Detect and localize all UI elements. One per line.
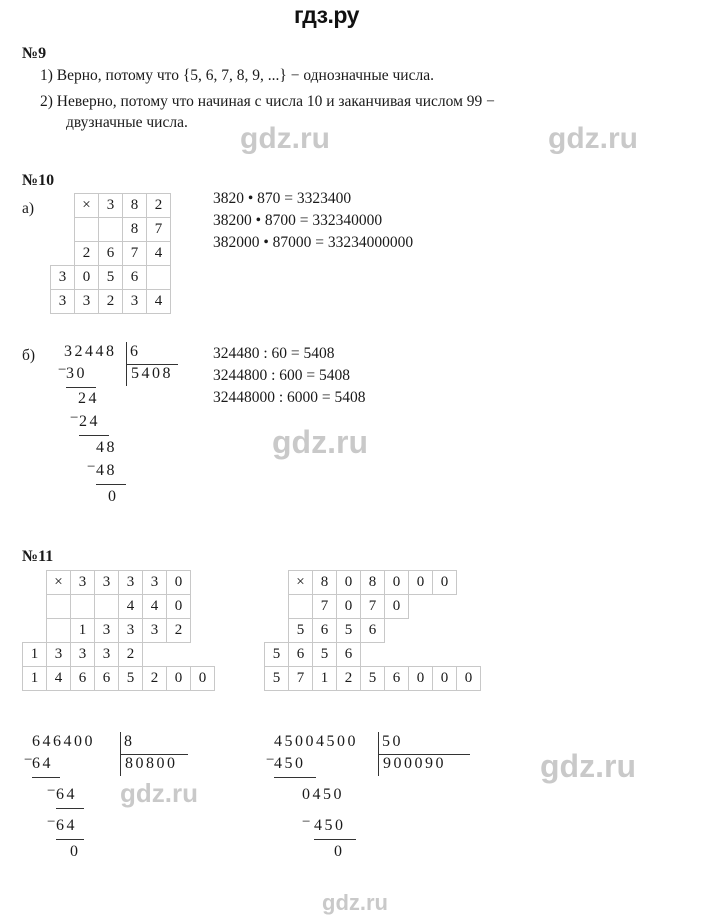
division-step: 450 (314, 817, 346, 834)
grid-cell: 6 (123, 266, 147, 290)
grid-cell: 6 (95, 667, 119, 691)
equation-line: 32448000 : 6000 = 5408 (213, 389, 366, 406)
equation-line: 3820 • 870 = 3323400 (213, 190, 352, 207)
task-9-line-2: 2) Неверно, потому что начиная с числа 10 и заканчивая числом 99 − (40, 93, 495, 110)
grid-cell: 4 (147, 242, 171, 266)
grid-cell: 0 (167, 595, 191, 619)
grid-cell: 6 (385, 667, 409, 691)
grid-cell: 3 (123, 290, 147, 314)
grid-cell: 7 (147, 218, 171, 242)
grid-cell-empty (215, 643, 239, 667)
grid-cell-empty (23, 619, 47, 643)
grid-cell: 8 (361, 571, 385, 595)
grid-cell-empty (23, 595, 47, 619)
grid-cell: 3 (47, 643, 71, 667)
division-step: 24 (78, 390, 99, 407)
grid-row (51, 242, 171, 266)
task-10-b-label: б) (22, 347, 36, 364)
grid-cell: 8 (123, 194, 147, 218)
grid-cell-empty (433, 643, 457, 667)
task-11-left-multiplication-grid (22, 570, 239, 691)
equation-line: 324480 : 60 = 5408 (213, 345, 335, 362)
divisor: 8 (124, 733, 135, 750)
grid-cell-empty (457, 619, 481, 643)
grid-cell: 1 (71, 619, 95, 643)
grid-cell-empty (51, 242, 75, 266)
grid-cell-empty (143, 643, 167, 667)
division-remainder: 0 (108, 488, 119, 505)
grid-cell: 0 (385, 571, 409, 595)
grid-cell: 0 (75, 266, 99, 290)
task-10-b-equations (213, 343, 366, 409)
grid-row (51, 290, 171, 314)
equation-line: 382000 • 87000 = 33234000000 (213, 234, 414, 251)
division-step: 0450 (302, 786, 344, 803)
grid-cell-empty (95, 595, 119, 619)
task-9-line-3: двузначные числа. (66, 114, 188, 131)
task-10-a-multiplication-grid (50, 193, 171, 314)
quotient: 5408 (131, 365, 173, 382)
grid-cell: 7 (313, 595, 337, 619)
task-10-number: №10 (22, 172, 55, 189)
grid-cell-empty (433, 595, 457, 619)
grid-cell: 0 (337, 595, 361, 619)
grid-row (23, 643, 239, 667)
grid-cell-empty (289, 595, 313, 619)
division-step: 64 (32, 755, 53, 772)
grid-cell: 0 (385, 595, 409, 619)
grid-cell: 6 (361, 619, 385, 643)
grid-cell: 5 (337, 619, 361, 643)
grid-cell: 3 (143, 571, 167, 595)
grid-cell: × (47, 571, 71, 595)
grid-row (265, 643, 481, 667)
grid-cell-empty (215, 619, 239, 643)
grid-cell-empty (75, 218, 99, 242)
grid-cell-empty (409, 619, 433, 643)
grid-cell: 2 (99, 290, 123, 314)
grid-cell-empty (167, 643, 191, 667)
task-10-b-long-division: 32448 6 5408 − 30 24 − 24 48 − 48 0 (58, 340, 238, 525)
grid-cell: 0 (409, 571, 433, 595)
grid-cell: 5 (289, 619, 313, 643)
grid-cell-empty (409, 643, 433, 667)
dividend: 45004500 (274, 733, 358, 750)
grid-cell: 0 (337, 571, 361, 595)
grid-cell-empty (361, 643, 385, 667)
grid-cell: 2 (119, 643, 143, 667)
grid-row (51, 266, 171, 290)
task-10-a-label: а) (22, 200, 35, 217)
grid-row (23, 571, 239, 595)
grid-cell: 3 (51, 266, 75, 290)
dividend: 32448 (64, 343, 117, 360)
grid-cell: 0 (457, 667, 481, 691)
logo-right: .ру (327, 2, 359, 28)
grid-cell: 5 (99, 266, 123, 290)
task-11-number: №11 (22, 548, 54, 565)
grid-cell-empty (23, 571, 47, 595)
equation-line: 38200 • 8700 = 332340000 (213, 212, 383, 229)
watermark: gdz.ru (240, 122, 330, 155)
division-step: 48 (96, 462, 117, 479)
grid-cell: 0 (167, 667, 191, 691)
grid-cell: 5 (265, 643, 289, 667)
grid-row (23, 667, 239, 691)
grid-cell: 2 (147, 194, 171, 218)
grid-row (265, 667, 481, 691)
grid-cell: 1 (23, 643, 47, 667)
grid-cell-empty (457, 595, 481, 619)
grid-cell: 3 (143, 619, 167, 643)
division-remainder: 0 (70, 843, 81, 860)
grid-cell: 8 (123, 218, 147, 242)
dividend: 646400 (32, 733, 95, 750)
grid-cell: 0 (433, 667, 457, 691)
grid-row (51, 194, 171, 218)
task-9-number: №9 (22, 45, 47, 62)
grid-cell-empty (265, 571, 289, 595)
divisor: 50 (382, 733, 403, 750)
grid-cell: 5 (265, 667, 289, 691)
grid-cell: 5 (119, 667, 143, 691)
division-step: 64 (56, 817, 77, 834)
grid-cell: 3 (71, 571, 95, 595)
grid-cell: 1 (313, 667, 337, 691)
watermark: gdz.ru (548, 122, 638, 155)
division-step: 64 (56, 786, 77, 803)
grid-cell-empty (385, 619, 409, 643)
grid-cell-empty (215, 571, 239, 595)
grid-cell-empty (71, 595, 95, 619)
division-step: 24 (79, 413, 100, 430)
grid-cell: 3 (95, 643, 119, 667)
grid-cell: 7 (123, 242, 147, 266)
grid-cell: 1 (23, 667, 47, 691)
grid-cell-empty (47, 595, 71, 619)
division-remainder: 0 (334, 843, 345, 860)
task-11-right-long-division: 45004500 50 900090 − 450 0450 − 450 0 (264, 730, 504, 870)
grid-cell: 3 (51, 290, 75, 314)
grid-cell-empty (265, 595, 289, 619)
grid-cell: 6 (313, 619, 337, 643)
grid-cell: 5 (361, 667, 385, 691)
grid-row (23, 595, 239, 619)
grid-cell: 4 (147, 290, 171, 314)
equation-line: 3244800 : 600 = 5408 (213, 367, 351, 384)
task-10-a-equations (213, 188, 413, 254)
watermark: gdz.ru (120, 778, 198, 808)
grid-cell: 6 (71, 667, 95, 691)
logo-left: гдз (294, 2, 328, 28)
site-logo (294, 2, 359, 29)
grid-cell: × (289, 571, 313, 595)
grid-cell: 4 (119, 595, 143, 619)
grid-cell: 3 (119, 619, 143, 643)
grid-cell: 2 (167, 619, 191, 643)
task-11-left-long-division: 646400 8 80800 − 64 − 64 − 64 0 (22, 730, 222, 870)
grid-cell: 6 (99, 242, 123, 266)
division-step: 48 (96, 439, 117, 456)
grid-cell-empty (457, 571, 481, 595)
task-11-right-multiplication-grid (264, 570, 481, 691)
grid-cell: 2 (75, 242, 99, 266)
grid-row (265, 595, 481, 619)
watermark: gdz.ru (272, 424, 368, 460)
grid-cell: 3 (95, 571, 119, 595)
grid-cell: 3 (95, 619, 119, 643)
grid-cell: 3 (75, 290, 99, 314)
grid-cell: 7 (289, 667, 313, 691)
division-step: 30 (66, 365, 87, 382)
grid-cell: 5 (313, 643, 337, 667)
grid-cell: 7 (361, 595, 385, 619)
watermark: gdz.ru (540, 748, 636, 784)
grid-cell: 0 (433, 571, 457, 595)
grid-cell-empty (409, 595, 433, 619)
grid-cell: 3 (119, 571, 143, 595)
grid-cell: 0 (167, 571, 191, 595)
grid-row (265, 571, 481, 595)
grid-cell: 8 (313, 571, 337, 595)
grid-cell-empty (51, 194, 75, 218)
grid-row (23, 619, 239, 643)
grid-cell: 6 (289, 643, 313, 667)
divisor: 6 (130, 343, 141, 360)
grid-cell: 0 (409, 667, 433, 691)
grid-cell: 6 (337, 643, 361, 667)
grid-cell: 0 (191, 667, 215, 691)
grid-cell-empty (433, 619, 457, 643)
grid-cell-empty (47, 619, 71, 643)
grid-cell-empty (191, 619, 215, 643)
grid-cell: × (75, 194, 99, 218)
grid-cell-empty (51, 218, 75, 242)
grid-cell-empty (191, 571, 215, 595)
grid-cell: 4 (47, 667, 71, 691)
grid-cell-empty (215, 595, 239, 619)
task-9-line-1: 1) Верно, потому что {5, 6, 7, 8, 9, ...} − однозначные числа. (40, 67, 434, 84)
grid-cell: 4 (143, 595, 167, 619)
grid-cell-empty (215, 667, 239, 691)
grid-cell-empty (99, 218, 123, 242)
quotient: 900090 (383, 755, 446, 772)
grid-cell: 3 (71, 643, 95, 667)
grid-cell: 2 (337, 667, 361, 691)
grid-cell-empty (457, 643, 481, 667)
grid-row (265, 619, 481, 643)
grid-cell-empty (385, 643, 409, 667)
grid-row (51, 218, 171, 242)
grid-cell-empty (265, 619, 289, 643)
grid-cell-empty (191, 595, 215, 619)
grid-cell-empty (191, 643, 215, 667)
quotient: 80800 (125, 755, 178, 772)
grid-cell: 3 (99, 194, 123, 218)
watermark: gdz.ru (322, 890, 388, 915)
grid-cell-empty (147, 266, 171, 290)
division-step: 450 (274, 755, 306, 772)
grid-cell: 2 (143, 667, 167, 691)
